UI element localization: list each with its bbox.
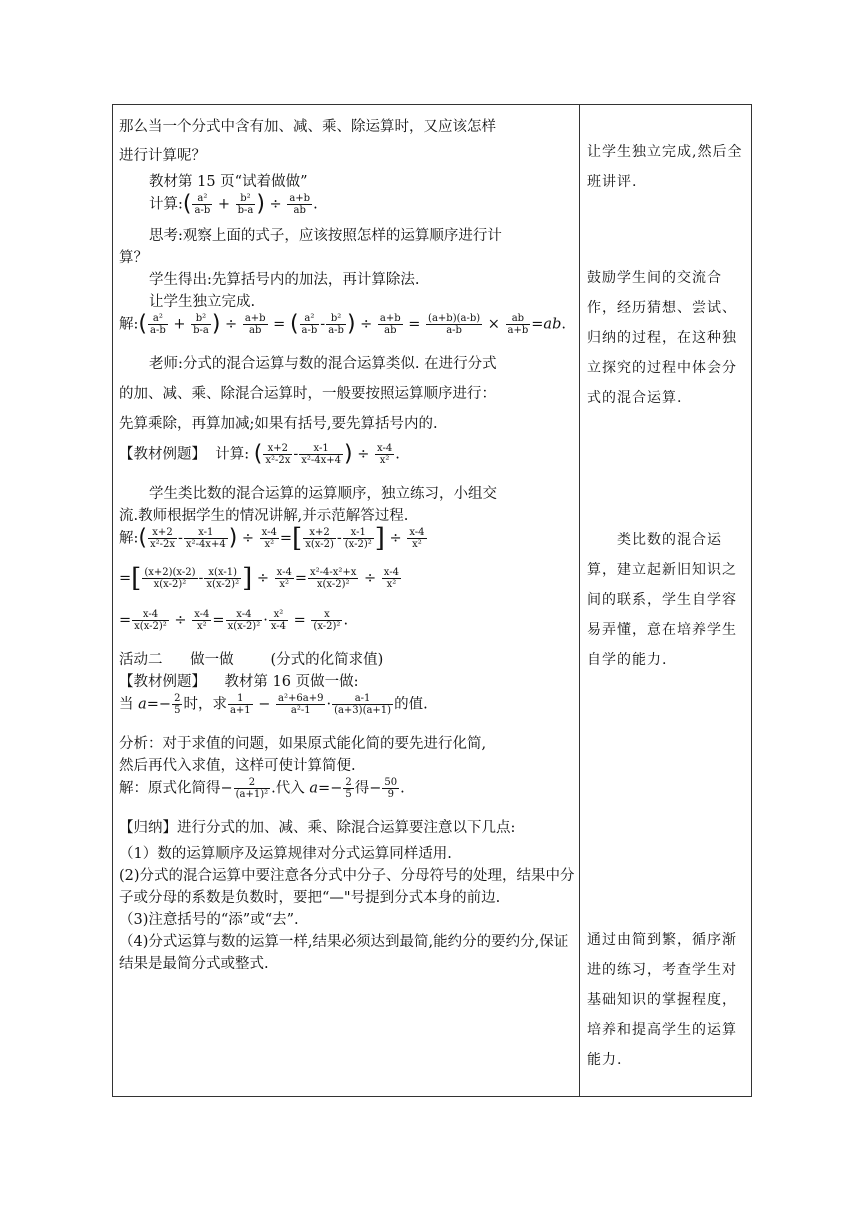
- independent-line: 让学生独立完成.: [149, 294, 256, 310]
- think-line: 思考:观察上面的式子，应该按照怎样的运算顺序进行计: [149, 228, 502, 244]
- textbook-ref: 教材第 15 页“试着做做”: [149, 174, 308, 190]
- solution-label: 解:: [119, 316, 139, 333]
- think-line-2: 算？: [119, 250, 148, 266]
- solution-2-step-1: 解:( $\frac{x+2}{\text{x²-2x}}$ - $\frac{x-1}{\text{x²-4x+4}}$ ) ÷ $\frac{x-4}{\text{x²}}$ =[ $\frac{x+2}{x(x-2)}$ - $\frac{x-1}{\text{(x-2)²}}$ ] ÷ $\frac{x-4}{\text{x²}}$: [119, 523, 425, 554]
- solution-2-step-3: = $\frac{x-4}{\text{x(x-2)²}}$ ÷ $\frac{x-4}{\text{x²}}$ = $\frac{x-4}{\text{x(x-2)²}}$ · $\frac{\text{x²}}{x-4}$ = $\frac{x}{\text{(x-2)²}}$ .: [119, 609, 349, 632]
- solution-3-text: 解：原式化简得−: [119, 780, 233, 797]
- summary-point-4: （4)分式运算与数的运算一样,结果必须达到最简,能约分的要约分,保证结果是最简分式或整式.: [119, 934, 569, 972]
- students-line: 学生得出:先算括号内的加法，再计算除法.: [149, 272, 420, 288]
- example-2-text: 教材第 16 页做一做:: [224, 674, 359, 690]
- note-communication: 鼓励学生间的交流合作，经历猜想、尝试、归纳的过程，在这种独立探究的过程中体会分式的混合运算.: [587, 270, 737, 406]
- note-independent: 让学生独立完成,然后全班讲评.: [587, 144, 743, 190]
- example-2-tag: 【教材例题】: [119, 674, 206, 690]
- lesson-table: [112, 104, 752, 1097]
- column-divider: [579, 105, 580, 1096]
- summary-point-2: (2)分式的混合运算中要注意各分式中分子、分母符号的处理，结果中分子或分母的系数是负数时，要把“—"号提到分式本身的前边.: [119, 868, 575, 906]
- summary-point-1: （1）数的运算顺序及运算规律对分式运算同样适用.: [119, 846, 452, 862]
- summary-point-3: （3)注意括号的“添”或“去”.: [119, 912, 299, 928]
- teacher-line-3: 先算乘除，再算加减;如果有括号,要先算括号内的.: [119, 416, 438, 432]
- solution-3: 解：原式化简得− $\frac{2}{\text{(a+1)²}}$ .代入 a=− $\frac{2}{5}$ 得− $\frac{50}{9}$ .: [119, 777, 405, 800]
- compare-line-1: 学生类比数的混合运算的运算顺序，独立练习，小组交: [149, 486, 497, 502]
- summary-title: 【归纳】进行分式的加、减、乘、除混合运算要注意以下几点:: [119, 820, 516, 836]
- analysis-line-1: 分析：对于求值的问题，如果原式能化简的要先进行化简,: [119, 736, 487, 752]
- example-2: [119, 671, 575, 693]
- intro-line-2: 进行计算呢？: [119, 148, 206, 164]
- intro-line: 那么当一个分式中含有加、减、乘、除运算时，又应该怎样: [119, 119, 496, 135]
- value-problem: 当 a=− $\frac{2}{5}$ 时，求 $\frac{1}{a+1}$ − $\frac{\text{a²+6a+9}}{\text{a²-1}}$ · $\frac{a-1}{(a+3)(a+1)}$ 的值.: [119, 693, 428, 716]
- when-tail: 时，求: [183, 696, 227, 713]
- note-practice: 通过由简到繁，循序渐进的练习，考查学生对基础知识的掌握程度，培养和提高学生的运算能力.: [587, 932, 737, 1068]
- calc-label: 计算:: [149, 196, 183, 213]
- example-tag: 【教材例题】: [119, 446, 206, 463]
- activity-title: 活动二 做一做 (分式的化简求值): [119, 652, 384, 668]
- calc-expression-1: 计算:( $\frac{\text{a²}}{a-b}$ + $\frac{\text{b²}}{b-a}$ ) ÷ $\frac{a+b}{ab}$ .: [149, 191, 318, 217]
- compare-line-2: 流.教师根据学生的情况讲解,并示范解答过程.: [119, 508, 409, 524]
- analysis-line-2: 然后再代入求值，这样可使计算简便.: [119, 758, 356, 774]
- value-tail: 的值.: [394, 696, 428, 713]
- teaching-content-column: [119, 109, 575, 975]
- solution-3-substitute: 代入: [275, 780, 305, 797]
- solution-2-step-2: =[ $\frac{(x+2)(x-2)}{\text{x(x-2)²}}$ - $\frac{x(x-1)}{\text{x(x-2)²}}$ ] ÷ $\frac{x-4}{\text{x²}}$ = $\frac{\text{x²-4-x²+x}}{\text{x(x-2)²}}$ ÷ $\frac{x-4}{\text{x²}}$: [119, 563, 400, 594]
- when-label: 当: [119, 696, 134, 713]
- teacher-line-2: 的加、减、乘、除混合运算时，一般要按照运算顺序进行：: [119, 386, 496, 402]
- example-calc-label: 计算:: [215, 446, 250, 463]
- example-1: 【教材例题】 计算: ( $\frac{x+2}{\text{x²-2x}}$ - $\frac{x-1}{\text{x²-4x+4}}$ ) ÷ $\frac{x-4}{\text{x²}}$ .: [119, 441, 400, 467]
- teacher-line-1: 老师:分式的混合运算与数的混合运算类似. 在进行分式: [149, 356, 497, 372]
- note-analogy: 类比数的混合运算，建立起新旧知识之间的联系，学生自学容易弄懂，意在培养学生自学的能力.: [587, 532, 737, 668]
- solution-1: 解:( $\frac{\text{a²}}{a-b}$ + $\frac{\text{b²}}{b-a}$ ) ÷ $\frac{a+b}{ab}$ = ( $\frac{\text{a²}}{a-b}$ - $\frac{\text{b²}}{a-b}$ ) ÷ $\frac{a+b}{ab}$ = $\frac{(a+b)(a-b)}{a-b}$ × $\frac{ab}{a+b}$ =ab.: [119, 311, 566, 337]
- solution-3-result: 得−: [354, 780, 382, 797]
- solution-2-label: 解:: [119, 530, 139, 547]
